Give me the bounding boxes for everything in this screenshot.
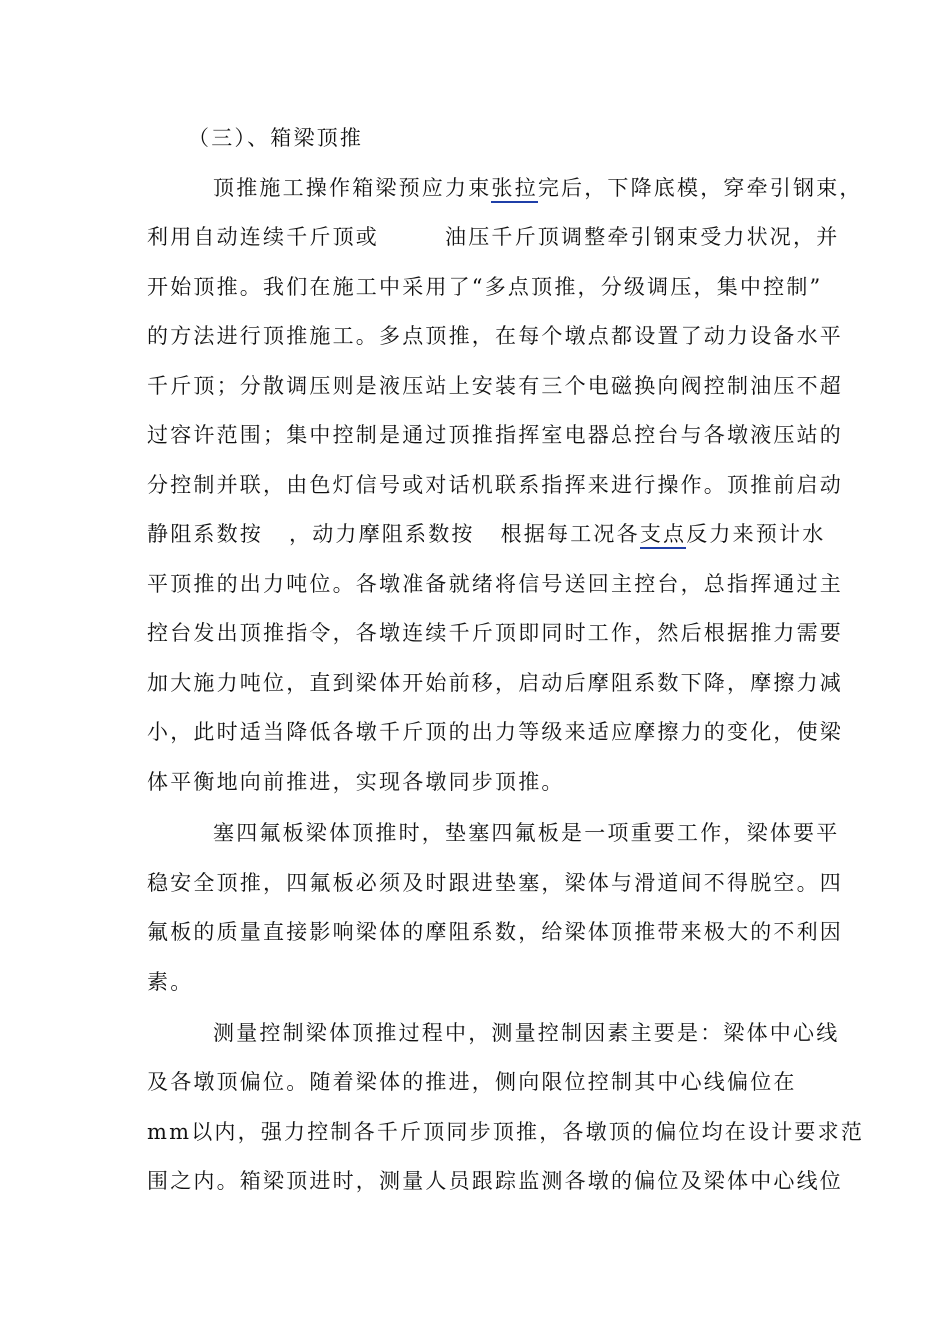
paragraph-3-line-4: 围之内。箱梁顶进时，测量人员跟踪监测各墩的偏位及梁体中心线位: [147, 1169, 843, 1193]
paragraph-2-line-4: 素。: [147, 970, 194, 994]
paragraph-3-line-3: mm以内，强力控制各千斤顶同步顶推，各墩顶的偏位均在设计要求范: [147, 1120, 865, 1144]
paragraph-1-line-1: 顶推施工操作箱梁预应力束张拉完后，下降底模，穿牵引钢束，: [213, 175, 863, 201]
paragraph-1-line-6: 过容许范围；集中控制是通过顶推指挥室电器总控台与各墩液压站的: [147, 423, 843, 447]
paragraph-1-line-12: 小，此时适当降低各墩千斤顶的出力等级来适应摩擦力的变化，使梁: [147, 720, 843, 744]
paragraph-2-line-2: 稳安全顶推，四氟板必须及时跟进垫塞，梁体与滑道间不得脱空。四: [147, 871, 843, 895]
paragraph-1-line-11: 加大施力吨位，直到梁体开始前移，启动后摩阻系数下降，摩擦力减: [147, 671, 843, 695]
paragraph-1-line-8: 静阻系数按 ，动力摩阻系数按 根据每工况各支点反力来预计水: [147, 521, 825, 547]
spellcheck-underlined-word: 支点: [640, 522, 686, 549]
paragraph-1-line-5: 千斤顶；分散调压则是液压站上安装有三个电磁换向阀控制油压不超: [147, 374, 843, 398]
paragraph-2-line-3: 氟板的质量直接影响梁体的摩阻系数，给梁体顶推带来极大的不利因: [147, 920, 843, 944]
paragraph-3-line-1: 测量控制梁体顶推过程中，测量控制因素主要是：梁体中心线: [213, 1021, 840, 1045]
paragraph-3-line-2: 及各墩顶偏位。随着梁体的推进，侧向限位控制其中心线偏位在: [147, 1070, 797, 1094]
paragraph-1-line-2: 利用自动连续千斤顶或 油压千斤顶调整牵引钢束受力状况，并: [147, 225, 840, 249]
spellcheck-underlined-word: 张拉: [491, 176, 537, 203]
section-heading: （三）、箱梁顶推: [188, 126, 364, 150]
paragraph-1-line-10: 控台发出顶推指令，各墩连续千斤顶即同时工作，然后根据推力需要: [147, 621, 843, 645]
paragraph-1-line-3: 开始顶推。我们在施工中采用了“多点顶推，分级调压，集中控制”: [147, 275, 823, 299]
paragraph-1-line-9: 平顶推的出力吨位。各墩准备就绪将信号送回主控台，总指挥通过主: [147, 572, 843, 596]
paragraph-1-line-13: 体平衡地向前推进，实现各墩同步顶推。: [147, 770, 565, 794]
paragraph-1-line-7: 分控制并联，由色灯信号或对话机联系指挥来进行操作。顶推前启动: [147, 473, 843, 497]
paragraph-1-line-4: 的方法进行顶推施工。多点顶推，在每个墩点都设置了动力设备水平: [147, 324, 843, 348]
paragraph-2-line-1: 塞四氟板梁体顶推时，垫塞四氟板是一项重要工作，梁体要平: [213, 821, 840, 845]
